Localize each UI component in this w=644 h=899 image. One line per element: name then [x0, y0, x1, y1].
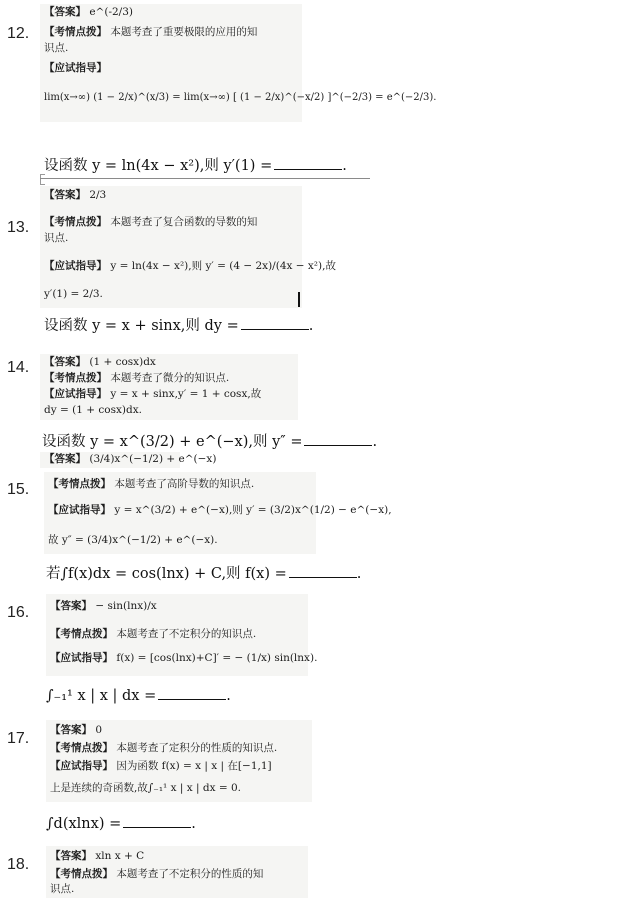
q18-tip-text: 本题考查了不定积分的性质的知: [116, 868, 264, 880]
q14-tip-label: 【考情点拨】: [44, 372, 107, 384]
q15-guide-label: 【应试指导】: [48, 504, 111, 516]
q13-question-formula: y = ln(4x − x²),则 y′(1) =: [92, 158, 273, 174]
q12-tip-text-cont: 识点.: [44, 42, 69, 54]
q16-solution-block: [46, 594, 318, 676]
q14-answer-blank[interactable]: [241, 316, 309, 330]
q15-guide-formula: y = x^(3/2) + e^(−x),则 y′ = (3/2)x^(1/2) − e^(−x),: [114, 504, 392, 516]
q15-answer-strip: [40, 452, 217, 468]
q13-answer-blank[interactable]: [274, 156, 342, 170]
q16-question-prefix: 若: [46, 566, 61, 582]
q15-solution-block: [44, 472, 392, 554]
question-number-17: 17.: [7, 730, 30, 747]
page-divider: [40, 178, 370, 179]
q14-question-formula: y = x + sinx,则 dy =: [92, 318, 239, 334]
question-number-15: 15.: [7, 481, 30, 498]
q17-answer-value: 0: [95, 724, 103, 736]
q18-question: ∫d(xlnx) = .: [46, 816, 196, 832]
q15-question: 设函数 y = x^(3/2) + e^(−x),则 y″ = .: [42, 434, 378, 450]
q16-answer-blank[interactable]: [289, 564, 357, 578]
q17-answer-blank[interactable]: [158, 686, 226, 700]
question-number-12: 12.: [7, 25, 30, 42]
q17-answer-label: 【答案】: [50, 724, 92, 736]
q13-guide-formula-cont: y′(1) = 2/3.: [44, 288, 103, 300]
q15-question-prefix: 设函数: [42, 434, 86, 450]
q17-guide-formula: 因为函数 f(x) = x | x | 在[−1,1]: [116, 760, 272, 772]
q15-tip-label: 【考情点拨】: [48, 478, 111, 490]
q13-answer-label: 【答案】: [44, 189, 86, 201]
q12-answer-value: e^(-2/3): [89, 6, 133, 18]
q18-answer-value: xln x + C: [95, 850, 145, 862]
q15-guide-formula-cont: 故 y″ = (3/4)x^(−1/2) + e^(−x).: [48, 534, 218, 546]
q16-guide-formula: f(x) = [cos(lnx)+C]′ = − (1/x) sin(lnx).: [116, 652, 318, 664]
question-number-16: 16.: [7, 604, 30, 621]
q16-question-formula: ∫f(x)dx = cos(lnx) + C,则 f(x) =: [60, 566, 287, 582]
q17-tip-label: 【考情点拨】: [50, 742, 113, 754]
q14-question: 设函数 y = x + sinx,则 dy = .: [44, 318, 314, 334]
q14-question-prefix: 设函数: [44, 318, 88, 334]
q16-tip-text: 本题考查了不定积分的知识点.: [116, 628, 257, 640]
q14-answer-value: (1 + cosx)dx: [89, 356, 156, 368]
q13-question-prefix: 设函数: [44, 158, 88, 174]
q18-tip-text-cont: 识点.: [50, 883, 75, 895]
q15-answer-label: 【答案】: [44, 453, 86, 465]
q12-tip-text: 本题考查了重要极限的应用的知: [110, 26, 258, 38]
q18-tip-label: 【考情点拨】: [50, 868, 113, 880]
q17-guide-formula-cont: 上是连续的奇函数,故∫₋₁¹ x | x | dx = 0.: [50, 782, 242, 794]
question-number-13: 13.: [7, 219, 30, 236]
q16-answer-label: 【答案】: [50, 600, 92, 612]
page-break-marker: [40, 174, 45, 185]
q18-solution-block: [46, 846, 308, 898]
q15-answer-value: (3/4)x^(−1/2) + e^(−x): [89, 453, 217, 465]
q16-guide-label: 【应试指导】: [50, 652, 113, 664]
q13-guide-formula: y = ln(4x − x²),则 y′ = (4 − 2x)/(4x − x²),故: [110, 260, 336, 272]
q13-tip-text: 本题考查了复合函数的导数的知: [110, 216, 258, 228]
q17-tip-text: 本题考查了定积分的性质的知识点.: [116, 742, 278, 754]
q15-answer-blank[interactable]: [304, 432, 372, 446]
q13-tip-text-cont: 识点.: [44, 232, 69, 244]
question-number-14: 14.: [7, 359, 30, 376]
q18-answer-label: 【答案】: [50, 850, 92, 862]
q14-tip-text: 本题考查了微分的知识点.: [110, 372, 230, 384]
q12-solution-block: [40, 4, 437, 122]
q14-answer-label: 【答案】: [44, 356, 86, 368]
question-number-18: 18.: [7, 856, 30, 873]
q17-solution-block: [46, 720, 312, 802]
q17-question-formula: ∫₋₁¹ x | x | dx =: [46, 688, 157, 704]
q14-guide-label: 【应试指导】: [44, 388, 107, 400]
q14-solution-block: [40, 354, 298, 420]
q15-question-formula: y = x^(3/2) + e^(−x),则 y″ =: [90, 434, 303, 450]
q12-guide-label: 【应试指导】: [44, 62, 107, 74]
q15-tip-text: 本题考查了高阶导数的知识点.: [114, 478, 255, 490]
q14-guide-formula-cont: dy = (1 + cosx)dx.: [44, 404, 142, 416]
q13-answer-value: 2/3: [89, 189, 107, 201]
q12-guide-formula: lim(x→∞) (1 − 2/x)^(x/3) = lim(x→∞) [ (1 − 2/x)^(−x/2) ]^(−2/3) = e^(−2/3).: [44, 92, 437, 103]
q16-tip-label: 【考情点拨】: [50, 628, 113, 640]
q17-guide-label: 【应试指导】: [50, 760, 113, 772]
q14-guide-formula: y = x + sinx,y′ = 1 + cosx,故: [110, 388, 262, 400]
q16-question: 若∫f(x)dx = cos(lnx) + C,则 f(x) = .: [46, 566, 362, 582]
q17-question: ∫₋₁¹ x | x | dx = .: [46, 688, 231, 704]
text-cursor: [298, 292, 300, 307]
q16-answer-value: − sin(lnx)/x: [95, 600, 157, 612]
q13-tip-label: 【考情点拨】: [44, 216, 107, 228]
q12-tip-label: 【考情点拨】: [44, 26, 107, 38]
q18-question-formula: ∫d(xlnx) =: [46, 816, 122, 832]
q13-guide-label: 【应试指导】: [44, 260, 107, 272]
q13-solution-block: [40, 186, 336, 308]
q12-answer-label: 【答案】: [44, 6, 86, 18]
q18-answer-blank[interactable]: [123, 814, 191, 828]
q13-question: 设函数 y = ln(4x − x²),则 y′(1) = .: [44, 158, 347, 174]
